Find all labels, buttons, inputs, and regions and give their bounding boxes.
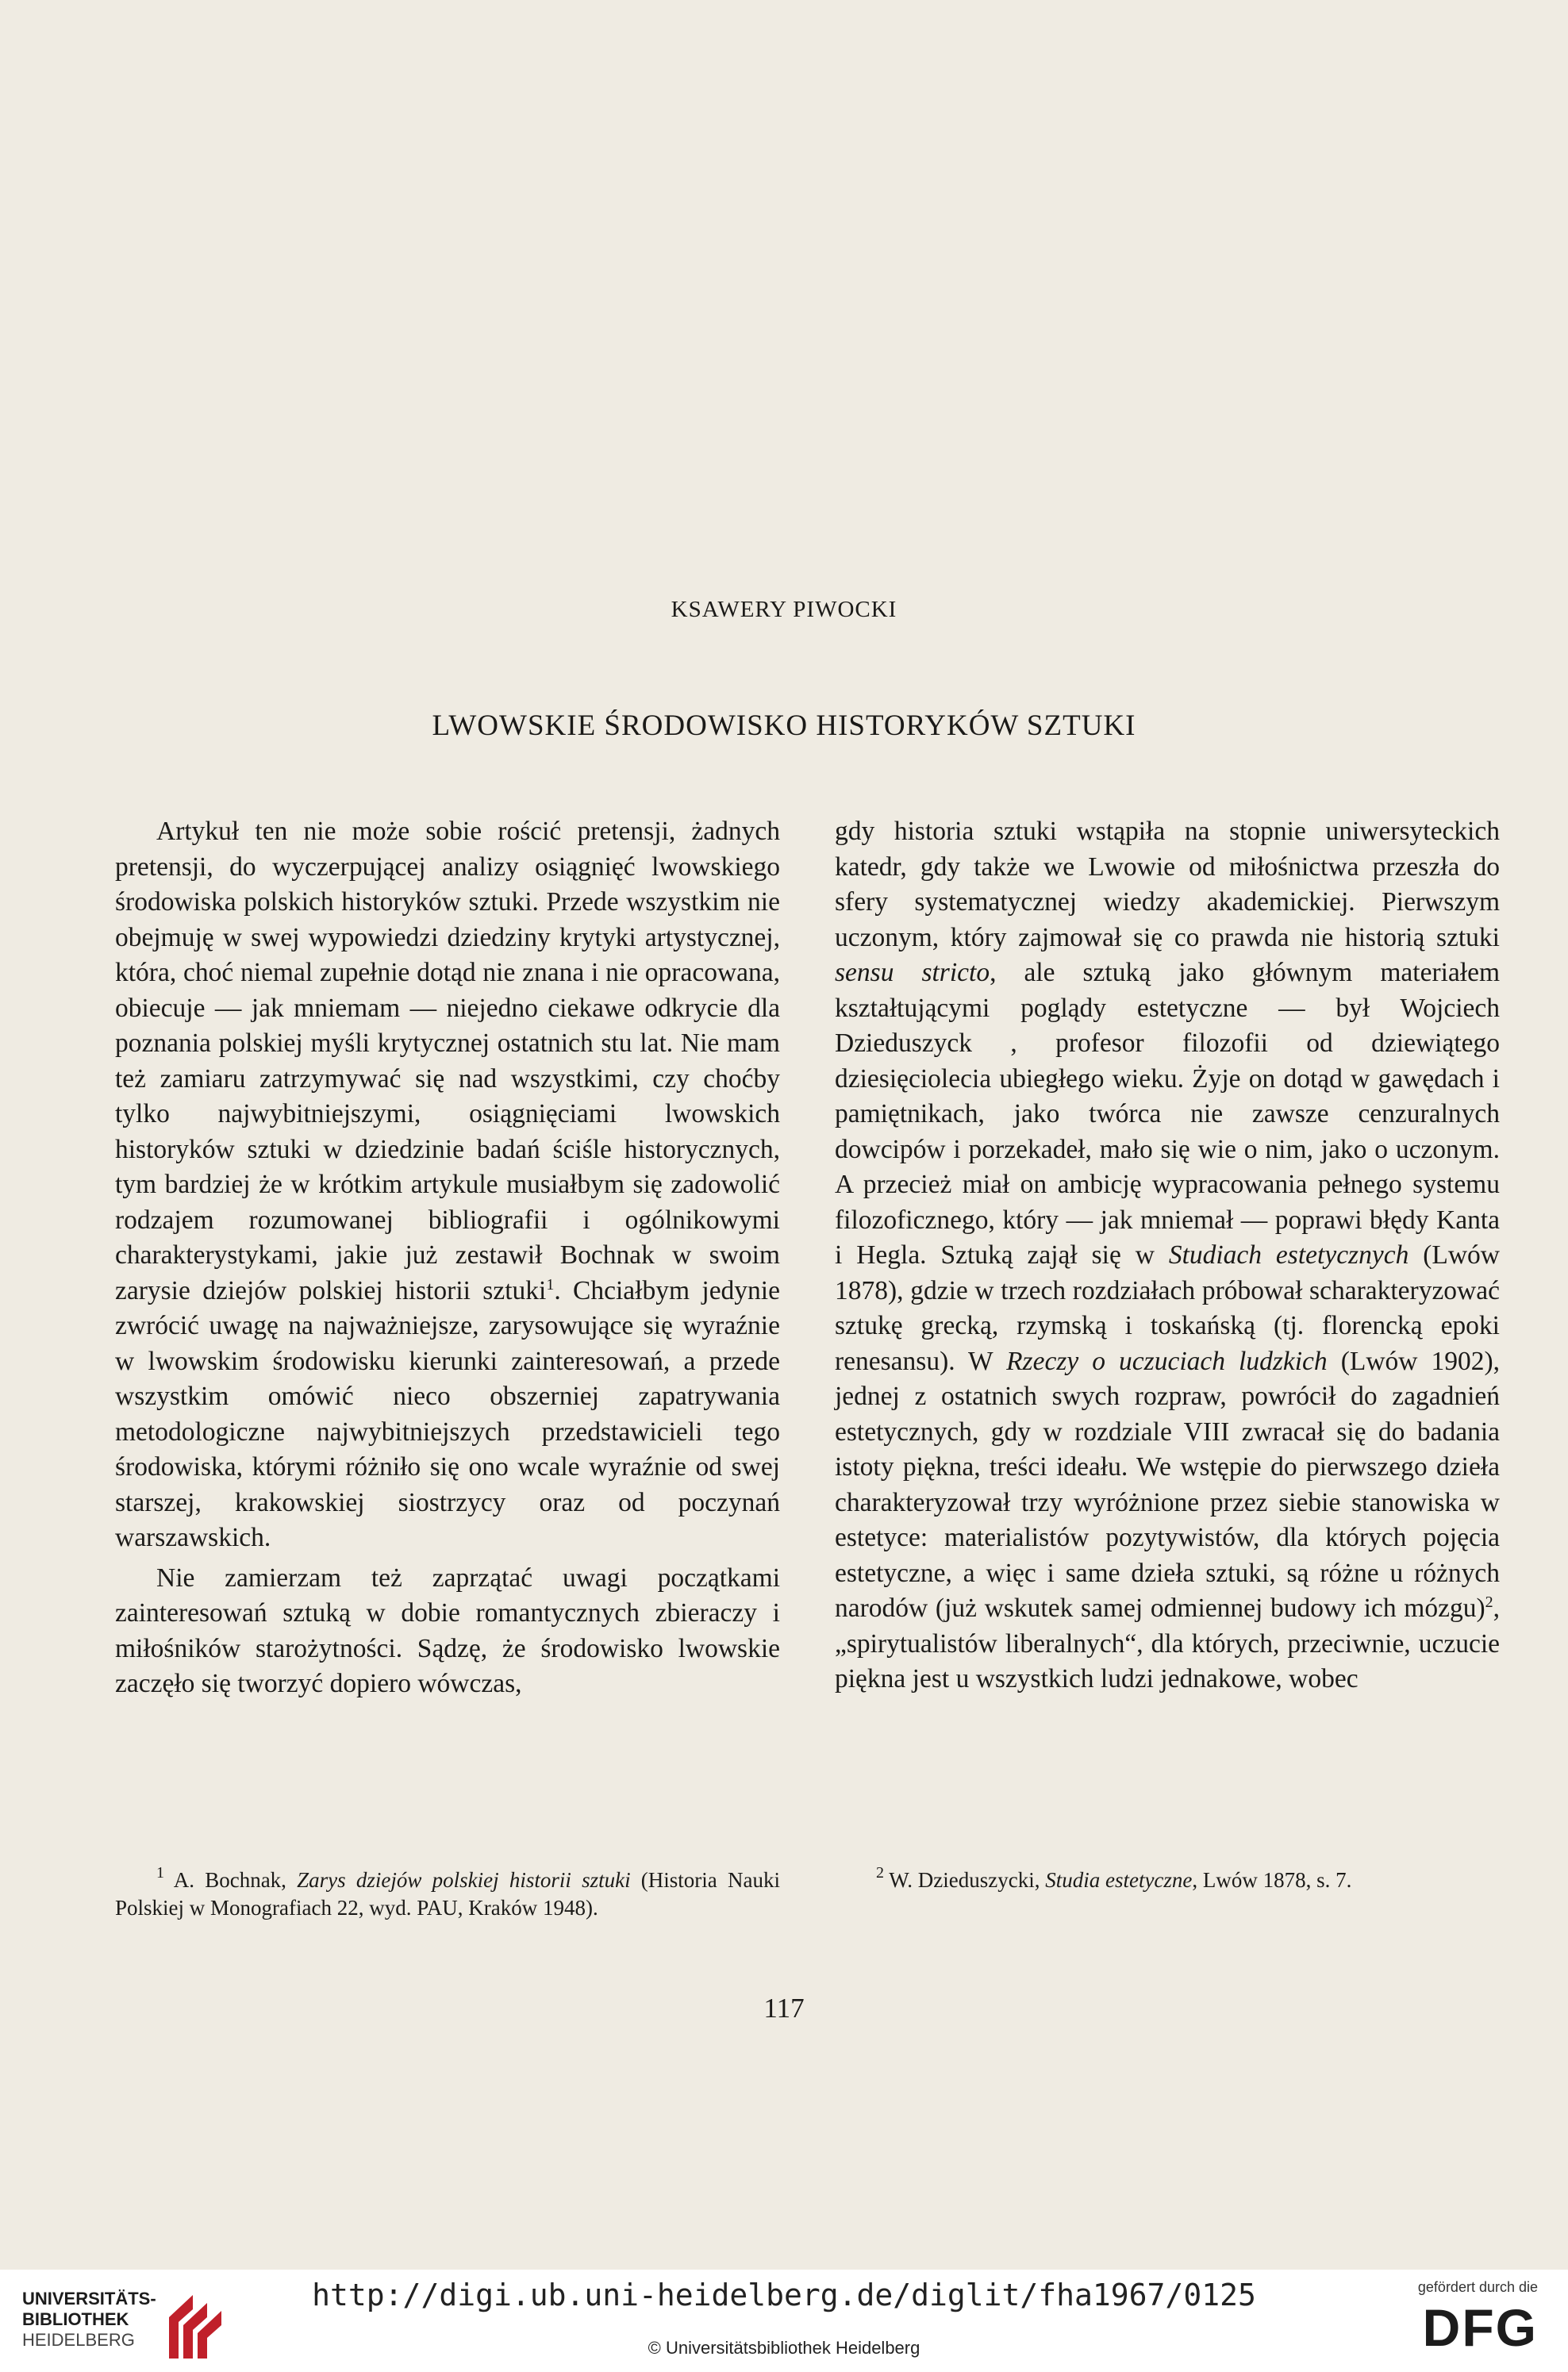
right-column — [835, 814, 1500, 1697]
footnote-text: , Lwów 1878, s. 7. — [1192, 1868, 1352, 1892]
paragraph-text: (Lwów 1878), gdzie w trzech rozdziałach próbował scharakteryzować sztukę grecką, rzymską i toskańską (tj. florencką epoki renesansu). W — [835, 1240, 1500, 1376]
footnote-ref: 1 — [546, 1275, 555, 1294]
footnote-number: 2 — [876, 1864, 884, 1882]
paragraph-text: . Chciałbym jedynie zwrócić uwagę na najważniejsze, zarysowujące się wyraźnie w lwowskim środowisku kierunki zainteresowań, a przede wszystkim omówić nieco obszerniej zapatrywania metodologiczne najwybitniejszych przedstawicieli tego środowiska, którymi różniło się ono wcale wyraźnie od swej starszej, krakowskiej siostrzycy oraz od poczynań warszawskich. — [115, 1275, 780, 1552]
copyright-notice: © Universitätsbibliothek Heidelberg — [648, 2338, 920, 2358]
article-author: KSAWERY PIWOCKI — [671, 597, 897, 622]
dfg-funding[interactable] — [1387, 2279, 1538, 2366]
paragraph: Nie zamierzam też zaprzątać uwagi początkami zainteresowań sztuką w dobie romantycznych zbieraczy i miłośników starożytności. Sądzę, że środowisko lwowskie zaczęło się tworzyć dopiero wówczas, — [115, 1563, 780, 1698]
library-line: UNIVERSITÄTS- — [22, 2289, 156, 2309]
footnote-text: A. Bochnak, — [164, 1868, 298, 1892]
footnote — [115, 1866, 780, 1921]
footnote-left — [115, 1866, 780, 1921]
paragraph — [835, 814, 1500, 1697]
footnote-italic: Zarys dziejów polskiej historii sztuki — [297, 1868, 631, 1892]
permalink-url[interactable]: http://digi.ub.uni-heidelberg.de/diglit/fha1967/0125 — [312, 2278, 1256, 2312]
digitization-footer — [0, 2270, 1568, 2372]
footnote-text: (Historia Nauki Polskiej w Monografiach 22, wyd. PAU, Kraków 1948). — [115, 1868, 780, 1920]
footnote-italic: Studia estetyczne — [1045, 1868, 1193, 1892]
funding-caption: gefördert durch die — [1417, 2279, 1538, 2295]
paragraph-text: Artykuł ten nie może sobie rościć pretensji, żadnych pretensji, do wyczerpującej analizy osiągnięć lwowskiego środowiska polskich historyków sztuki. Przede wszystkim nie obejmuję w swej wypowiedzi dziedziny krytyki artystycznej, która, choć niemal zupełnie dotąd nie znana i nie opracowana, obiecuje — jak mniemam — niejedno ciekawe odkrycie dla poznania polskiej myśli krytycznej ostatnich stu lat. Nie mam też zamiaru zatrzymywać się nad wszystkimi, czy choćby tylko najwybitniejszymi, osiągnięciami lwowskich historyków sztuki w dziedzinie badań ściśle historycznych, tym bardziej że w krótkim artykule musiałbym się zadowolić rodzajem rozumowanej bibliografii i ogólnikowymi charakterystykami, jakie już zestawił Bochnak w swoim zarysie dziejów polskiej historii sztuki — [115, 817, 780, 1305]
italic-term: sensu stricto — [835, 958, 990, 987]
footnote-number: 1 — [156, 1864, 164, 1882]
footnote-text: W. Dzieduszycki, — [884, 1868, 1046, 1892]
paragraph-text: , „spirytualistów liberalnych“, dla których, przeciwnie, uczucie piękna jest u wszystkich ludzi jednakowe, wobec — [835, 1594, 1500, 1693]
paragraph — [115, 814, 780, 1556]
dfg-logo: DFG — [1422, 2298, 1538, 2357]
library-line: HEIDELBERG — [22, 2330, 135, 2350]
paragraph-text: gdy historia sztuki wstąpiła na stopnie uniwersyteckich katedr, gdy także we Lwowie od miłośnictwa przeszła do sfery systematycznej wiedzy akademickiej. Pierwszym uczonym, który zajmował się co prawda nie historią sztuki — [835, 817, 1500, 952]
footnote-right — [835, 1866, 1500, 1894]
article-title: LWOWSKIE ŚRODOWISKO HISTORYKÓW SZTUKI — [432, 709, 1136, 742]
footnote-ref: 2 — [1485, 1594, 1493, 1611]
italic-title: Studiach estetycznych — [1168, 1240, 1409, 1270]
left-column — [115, 814, 780, 1702]
footnote — [835, 1866, 1500, 1894]
page-number: 117 — [763, 1993, 805, 2024]
italic-title: Rzeczy o uczuciach ludzkich — [1006, 1346, 1328, 1376]
paragraph-text: (Lwów 1902), jednej z ostatnich swych rozpraw, powrócił do zagadnień estetycznych, gdy w rozdziale VIII zwracał się do badania istoty piękna, treści ideału. We wstępie do pierwszego dzieła charakteryzował trzy wyróżnione przez siebie stanowiska w estetyce: materialistów pozytywistów, dla których pojęcia estetyczne, a więc i same dzieła sztuki, są różne u różnych narodów (już wskutek samej odmiennej budowy ich mózgu) — [835, 1346, 1501, 1623]
library-line: BIBLIOTHEK — [22, 2309, 129, 2329]
paragraph-text: , ale sztuką jako głównym materiałem kształtującymi poglądy estetyczne — był Wojciech Dzieduszyck , profesor filozofii od dziewiątego dziesięciolecia ubiegłego wieku. Żyje on dotąd w gawędach i pamiętnikach, jako twórca nie zawsze cenzuralnych dowcipów i porzekadeł, mało się wie o nim, jako o uczonym. A przecież miał on ambicję wypracowania pełnego systemu filozoficznego, który — jak mniemał — poprawi błędy Kanta i Hegla. Sztuką zajął się w — [835, 958, 1501, 1270]
